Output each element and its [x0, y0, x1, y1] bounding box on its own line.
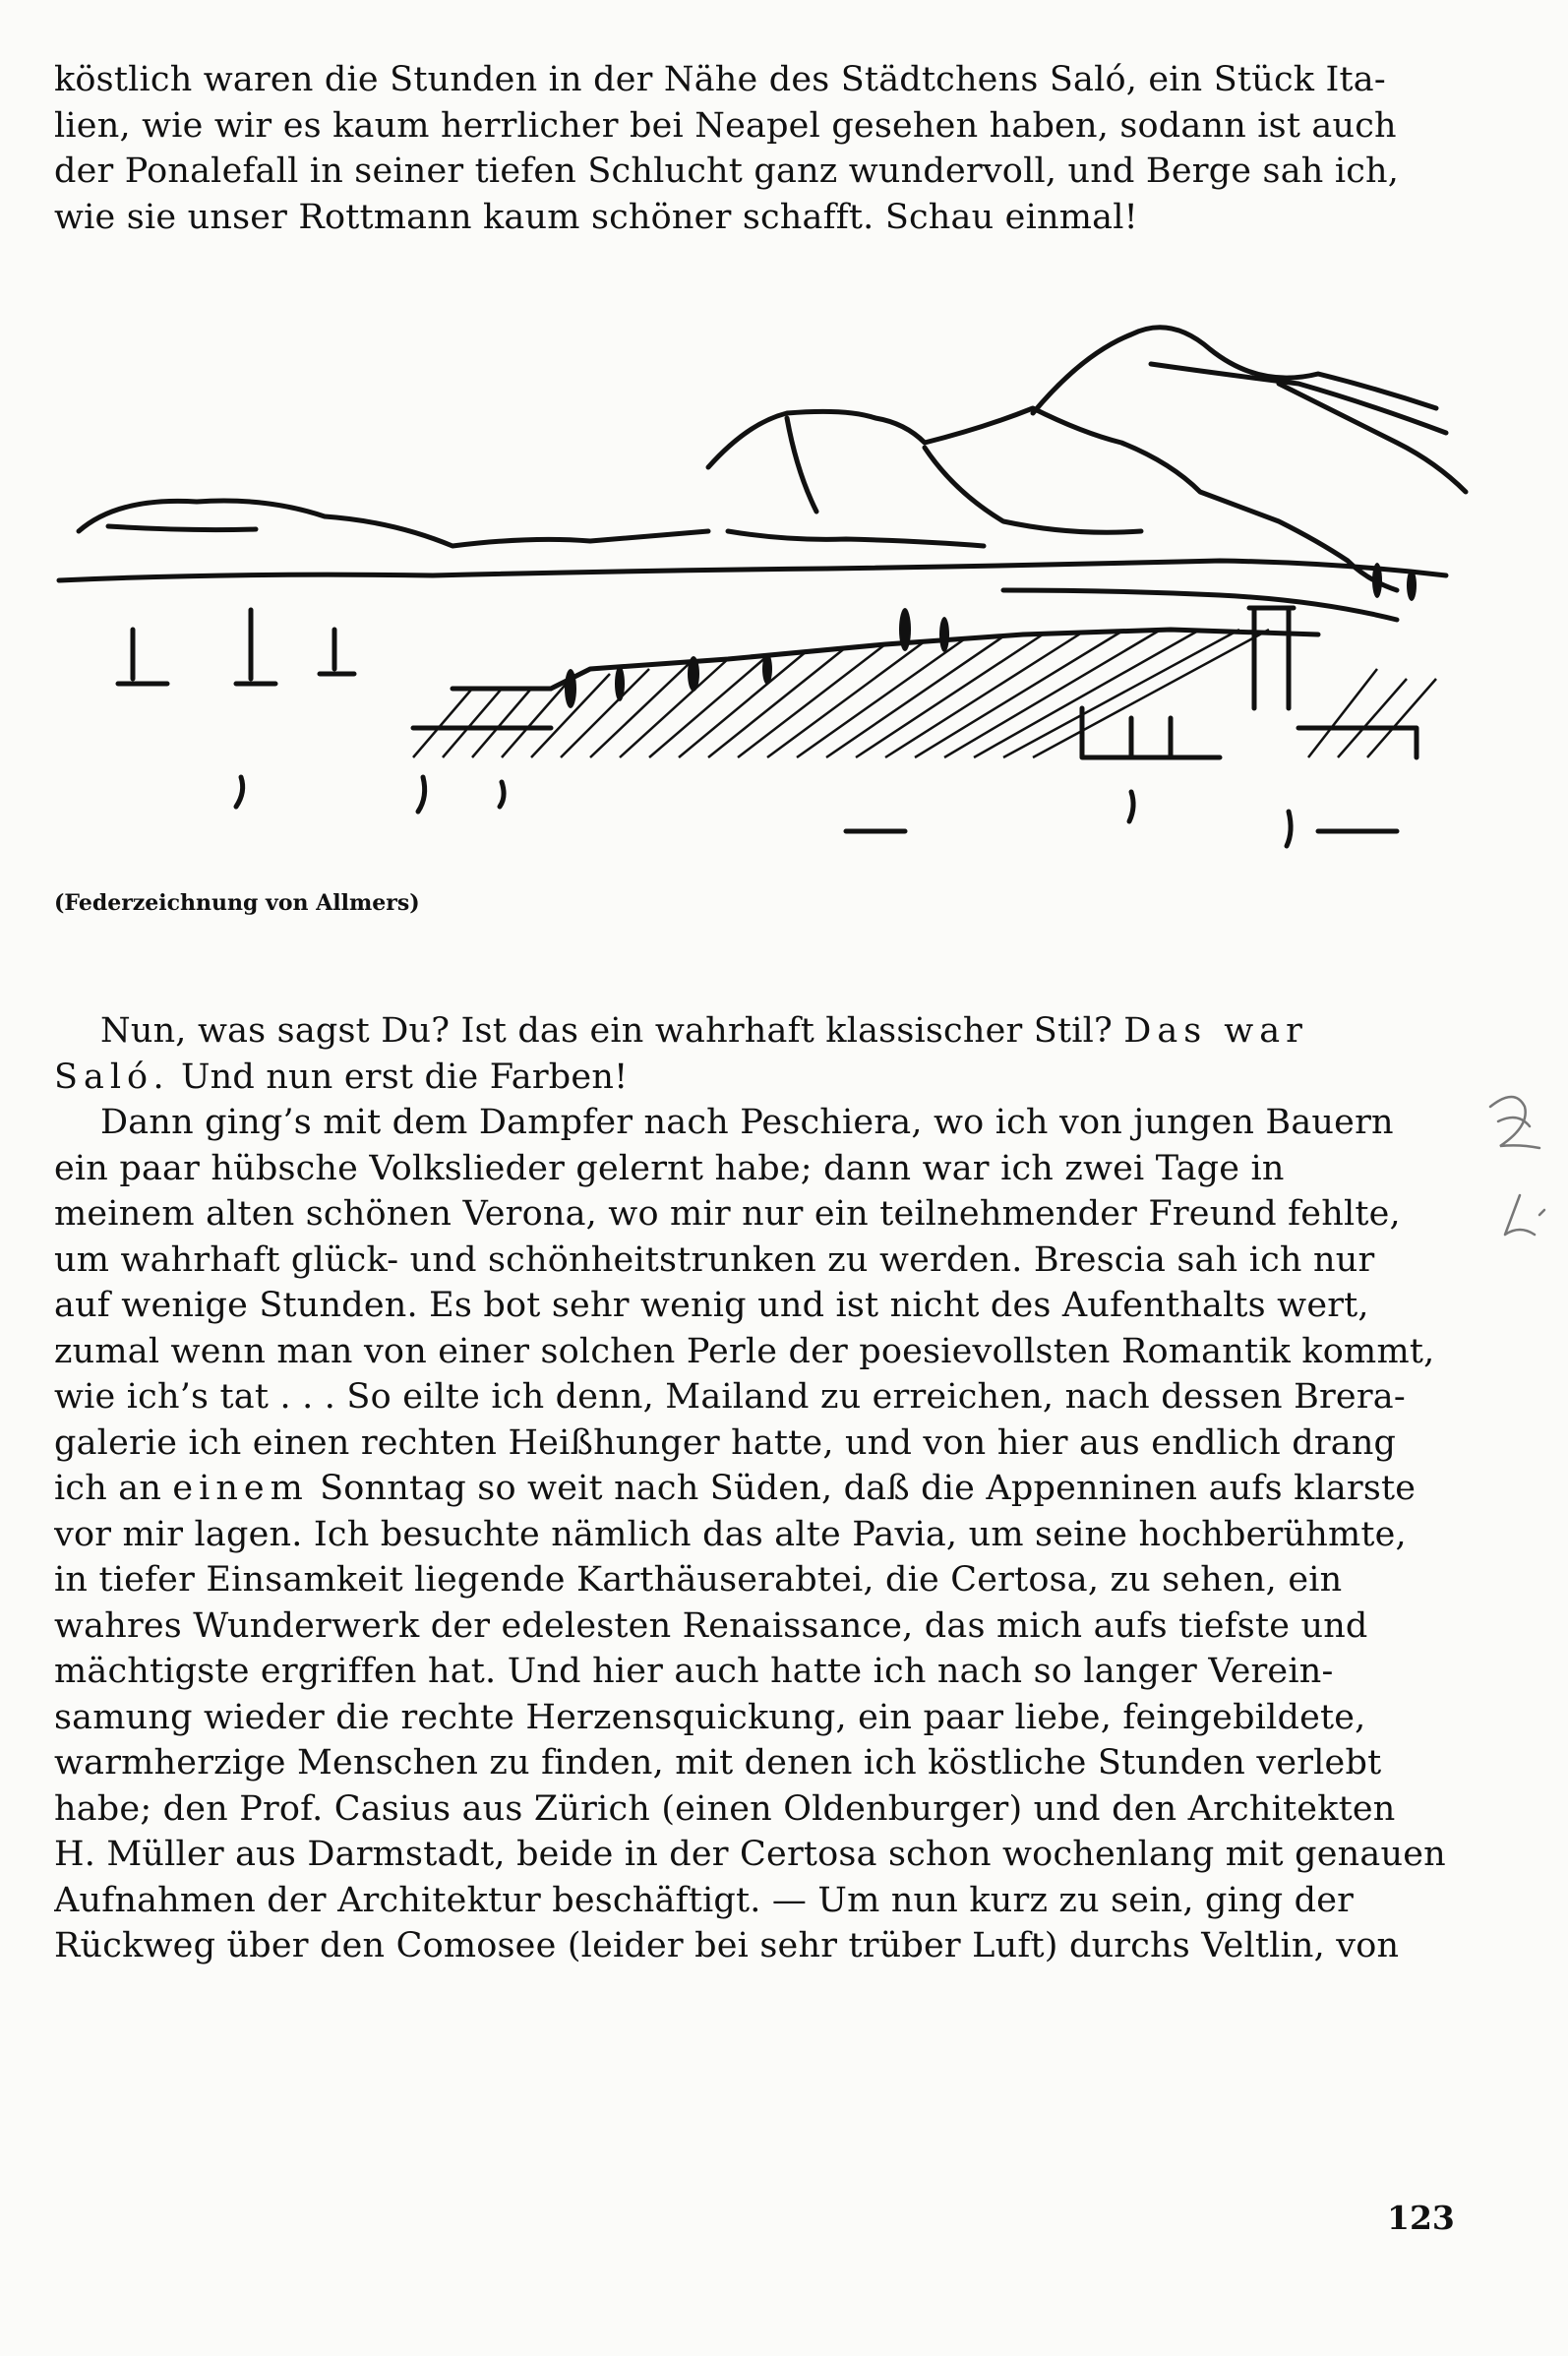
tree — [565, 669, 576, 708]
text-line: köstlich waren die Stunden in der Nähe des Städtchens Saló, ein Stück Ita- — [54, 60, 1386, 99]
text-line: meinem alten schönen Verona, wo mir nur ein teilnehmender Freund fehlte, — [54, 1194, 1401, 1234]
cliff — [787, 418, 816, 512]
text-line: galerie ich einen rechten Heißhunger hatte, und von hier aus endlich drang — [54, 1422, 1397, 1463]
shoreline — [59, 561, 1446, 580]
text-line: Saló. Und nun erst die Farben! — [54, 1057, 629, 1097]
page-number: 123 — [1387, 2199, 1455, 2237]
text-line: wie sie unser Rottmann kaum schöner schafft. Schau einmal! — [54, 197, 1138, 237]
shoreline — [1003, 590, 1397, 620]
tree — [615, 666, 625, 701]
text-line: wie ich’s tat . . . So eilte ich denn, Mailand zu erreichen, nach dessen Brera- — [54, 1377, 1406, 1417]
main-paragraph — [54, 1008, 1451, 1969]
reflection — [1287, 812, 1291, 846]
text-line: habe; den Prof. Casius aus Zürich (einen Oldenburger) und den Architekten — [54, 1788, 1396, 1829]
buildings — [1082, 708, 1417, 757]
handwritten-margin-note — [1480, 1087, 1559, 1254]
reflection — [418, 777, 425, 812]
text-line: ich an einem Sonntag so weit nach Süden, daß die Appenninen aufs klarste — [54, 1469, 1417, 1508]
text-line: der Ponalefall in seiner tiefen Schlucht ganz wundervoll, und Berge sah ich, — [54, 151, 1400, 191]
text-line: lien, wie wir es kaum herrlicher bei Neapel gesehen haben, sodann ist auch — [54, 105, 1397, 146]
tree — [1372, 563, 1382, 598]
pen-drawing-salo — [39, 295, 1495, 885]
text-line: Aufnahmen der Architektur beschäftigt. — Um nun kurz zu sein, ging der — [54, 1880, 1355, 1920]
mountain-ridge — [1279, 384, 1466, 492]
boat — [320, 630, 354, 674]
top-paragraph — [54, 57, 1451, 240]
tree — [1407, 570, 1417, 601]
text-line: wahres Wunderwerk der edelesten Renaissance, das mich aufs tiefste und — [54, 1605, 1368, 1646]
figure-caption: (Federzeichnung von Allmers) — [54, 890, 420, 916]
text-line: mächtigste ergriffen hat. Und hier auch hatte ich nach so langer Verein- — [54, 1652, 1334, 1691]
hill — [108, 526, 256, 530]
text-line: Nun, was sagst Du? Ist das ein wahrhaft klassischer Stil? Das war — [100, 1011, 1308, 1051]
cliff — [925, 448, 1141, 532]
tree — [688, 656, 699, 692]
town — [413, 630, 1318, 728]
text-line: Dann ging’s mit dem Dampfer nach Peschiera, wo ich von jungen Bauern — [100, 1103, 1394, 1142]
tower — [1249, 608, 1294, 708]
text-line: H. Müller aus Darmstadt, beide in der Certosa schon wochenlang mit genauen — [54, 1835, 1446, 1874]
text-line: ein paar hübsche Volkslieder gelernt habe; dann war ich zwei Tage in — [54, 1148, 1285, 1188]
text-line: samung wieder die rechte Herzensquickung, ein paar liebe, feingebildete, — [54, 1697, 1366, 1737]
text-line: in tiefer Einsamkeit liegende Karthäuserabtei, die Certosa, zu sehen, ein — [54, 1560, 1343, 1600]
boat — [236, 610, 275, 684]
text-line: Rückweg über den Comosee (leider bei sehr trüber Luft) durchs Veltlin, von — [54, 1926, 1400, 1965]
tree — [762, 653, 772, 685]
text-line: um wahrhaft glück- und schönheitstrunken zu werden. Brescia sah ich nur — [54, 1239, 1375, 1280]
mountain-ridge — [1033, 328, 1436, 413]
boat — [118, 630, 167, 684]
text-line: zumal wenn man von einer solchen Perle der poesievollsten Romantik kommt, — [54, 1331, 1435, 1371]
text-line: auf wenige Stunden. Es bot sehr wenig und ist nicht des Aufenthalts wert, — [54, 1286, 1369, 1325]
tree — [899, 608, 911, 651]
reflection — [500, 782, 504, 807]
reflection — [236, 777, 243, 807]
hill — [79, 501, 708, 546]
reflection — [1129, 792, 1133, 821]
tree — [939, 617, 949, 652]
text-line: warmherzige Menschen zu finden, mit denen ich köstliche Stunden verlebt — [54, 1743, 1382, 1782]
cliff — [728, 531, 984, 546]
text-line: vor mir lagen. Ich besuchte nämlich das alte Pavia, um seine hochberühmte, — [54, 1514, 1407, 1554]
